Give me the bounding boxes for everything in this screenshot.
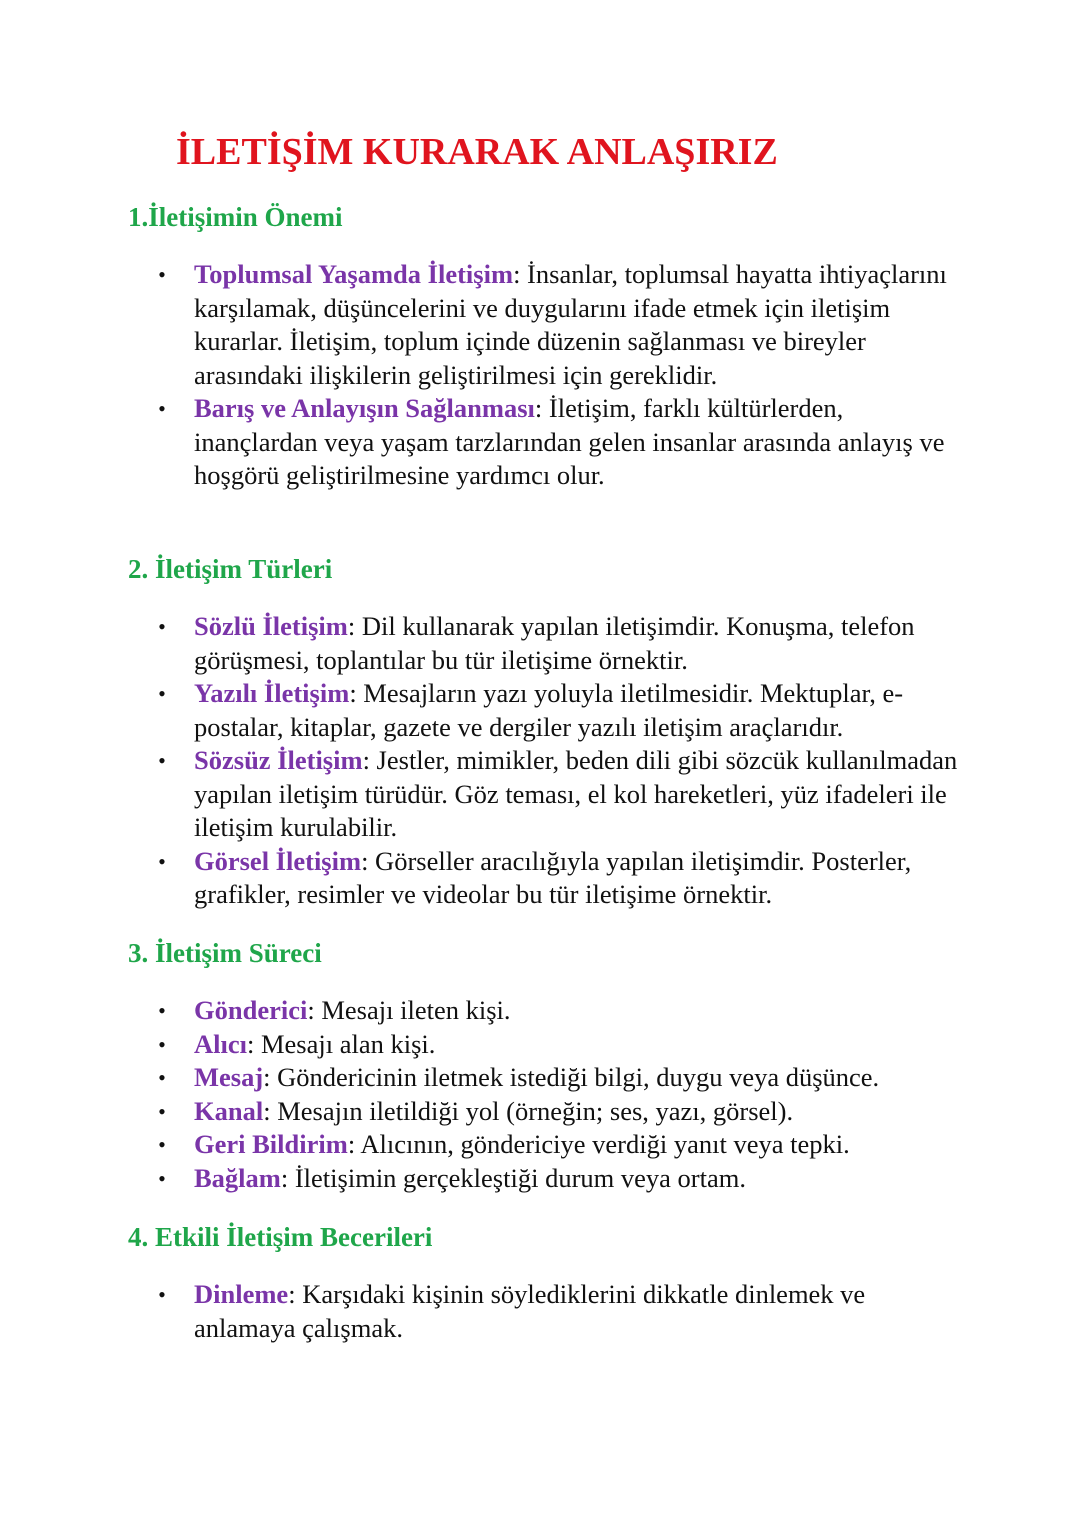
page-title: İLETİŞİM KURARAK ANLAŞIRIZ xyxy=(176,131,778,173)
list-item xyxy=(128,1162,968,1196)
bullet-icon: • xyxy=(158,1065,166,1090)
bullet-icon: • xyxy=(158,1165,166,1191)
list-item xyxy=(128,1061,968,1095)
term-label: Dinleme xyxy=(194,1279,289,1309)
item-description: : İnsanlar, toplumsal hayatta ihtiyaçlarını karşılamak, düşüncelerini ve duygularını ifade etmek için iletişim kurarlar. İletişim, toplum içinde düzenin sağlanması ve bireyler arasındaki ilişkilerin geliştirilmesi için gereklidir. xyxy=(194,259,947,390)
list-item xyxy=(128,845,968,912)
bullet-icon: • xyxy=(158,998,166,1023)
bullet-icon: • xyxy=(158,748,166,773)
list-item xyxy=(128,258,968,392)
list-item xyxy=(128,610,968,677)
bullet-icon: • xyxy=(158,1098,166,1124)
bullet-icon: • xyxy=(158,396,166,421)
term-label: Gönderici xyxy=(194,995,308,1025)
list-item xyxy=(128,677,968,744)
section-types xyxy=(128,552,968,912)
list-item xyxy=(128,392,968,493)
item-description: : İletişimin gerçekleştiği durum veya ortam. xyxy=(280,1162,746,1193)
bullet-list xyxy=(128,1278,968,1345)
term-label: Alıcı xyxy=(194,1028,247,1059)
section-heading: 3. İletişim Süreci xyxy=(128,938,322,968)
term-label: Sözsüz İletişim xyxy=(194,745,363,775)
item-description: : Karşıdaki kişinin söylediklerini dikkatle dinlemek ve anlamaya çalışmak. xyxy=(194,1279,866,1343)
item-description: : Mesajı ileten kişi. xyxy=(307,995,511,1025)
section-skills xyxy=(128,1220,968,1345)
item-description: : Mesajı alan kişi. xyxy=(247,1028,436,1059)
item-description: : İletişim, farklı kültürlerden, inançlardan veya yaşam tarzlarından gelen insanlar arasında anlayış ve hoşgörü geliştirilmesine yardımcı olur. xyxy=(194,393,945,490)
item-description: : Mesajların yazı yoluyla iletilmesidir. Mektuplar, e-postalar, kitaplar, gazete ve dergiler yazılı iletişim araçlarıdır. xyxy=(194,678,904,742)
term-label: Geri Bildirim xyxy=(194,1129,348,1159)
bullet-icon: • xyxy=(158,681,166,706)
list-item xyxy=(128,1278,968,1345)
list-item xyxy=(128,994,968,1028)
item-description: : Alıcının, göndericiye verdiği yanıt veya tepki. xyxy=(347,1129,850,1159)
term-label: Barış ve Anlayışın Sağlanması xyxy=(194,393,535,423)
bullet-list xyxy=(128,994,968,1195)
list-item xyxy=(128,744,968,845)
bullet-icon: • xyxy=(158,1132,166,1157)
list-item xyxy=(128,1095,968,1129)
term-label: Mesaj xyxy=(194,1062,264,1092)
term-label: Bağlam xyxy=(194,1162,281,1193)
list-item xyxy=(128,1128,968,1162)
bullet-icon: • xyxy=(158,614,166,639)
item-description: : Göndericinin iletmek istediği bilgi, duygu veya düşünce. xyxy=(263,1062,880,1092)
bullet-icon: • xyxy=(158,262,166,287)
bullet-list xyxy=(128,610,968,912)
bullet-icon: • xyxy=(158,848,166,874)
bullet-list xyxy=(128,258,968,493)
list-item xyxy=(128,1028,968,1062)
item-description: : Dil kullanarak yapılan iletişimdir. Konuşma, telefon görüşmesi, toplantılar bu tür iletişime örnektir. xyxy=(194,611,915,675)
item-description: : Jestler, mimikler, beden dili gibi sözcük kullanılmadan yapılan iletişim türüdür. Göz teması, el kol hareketleri, yüz ifadeleri ile iletişim kurulabilir. xyxy=(194,745,958,842)
item-description: : Mesajın iletildiği yol (örneğin; ses, yazı, görsel). xyxy=(263,1095,794,1126)
item-description: : Görseller aracılığıyla yapılan iletişimdir. Posterler, grafikler, resimler ve videolar bu tür iletişime örnektir. xyxy=(194,845,912,909)
term-label: Kanal xyxy=(194,1095,264,1126)
section-heading: 2. İletişim Türleri xyxy=(128,554,333,584)
section-importance xyxy=(128,200,968,493)
section-process xyxy=(128,936,968,1195)
bullet-icon: • xyxy=(158,1031,166,1057)
term-label: Yazılı İletişim xyxy=(194,678,350,708)
term-label: Toplumsal Yaşamda İletişim xyxy=(194,259,514,289)
section-heading: 1.İletişimin Önemi xyxy=(128,202,343,232)
term-label: Görsel İletişim xyxy=(194,845,362,876)
bullet-icon: • xyxy=(158,1282,166,1307)
section-heading: 4. Etkili İletişim Becerileri xyxy=(128,1222,433,1252)
term-label: Sözlü İletişim xyxy=(194,611,348,641)
